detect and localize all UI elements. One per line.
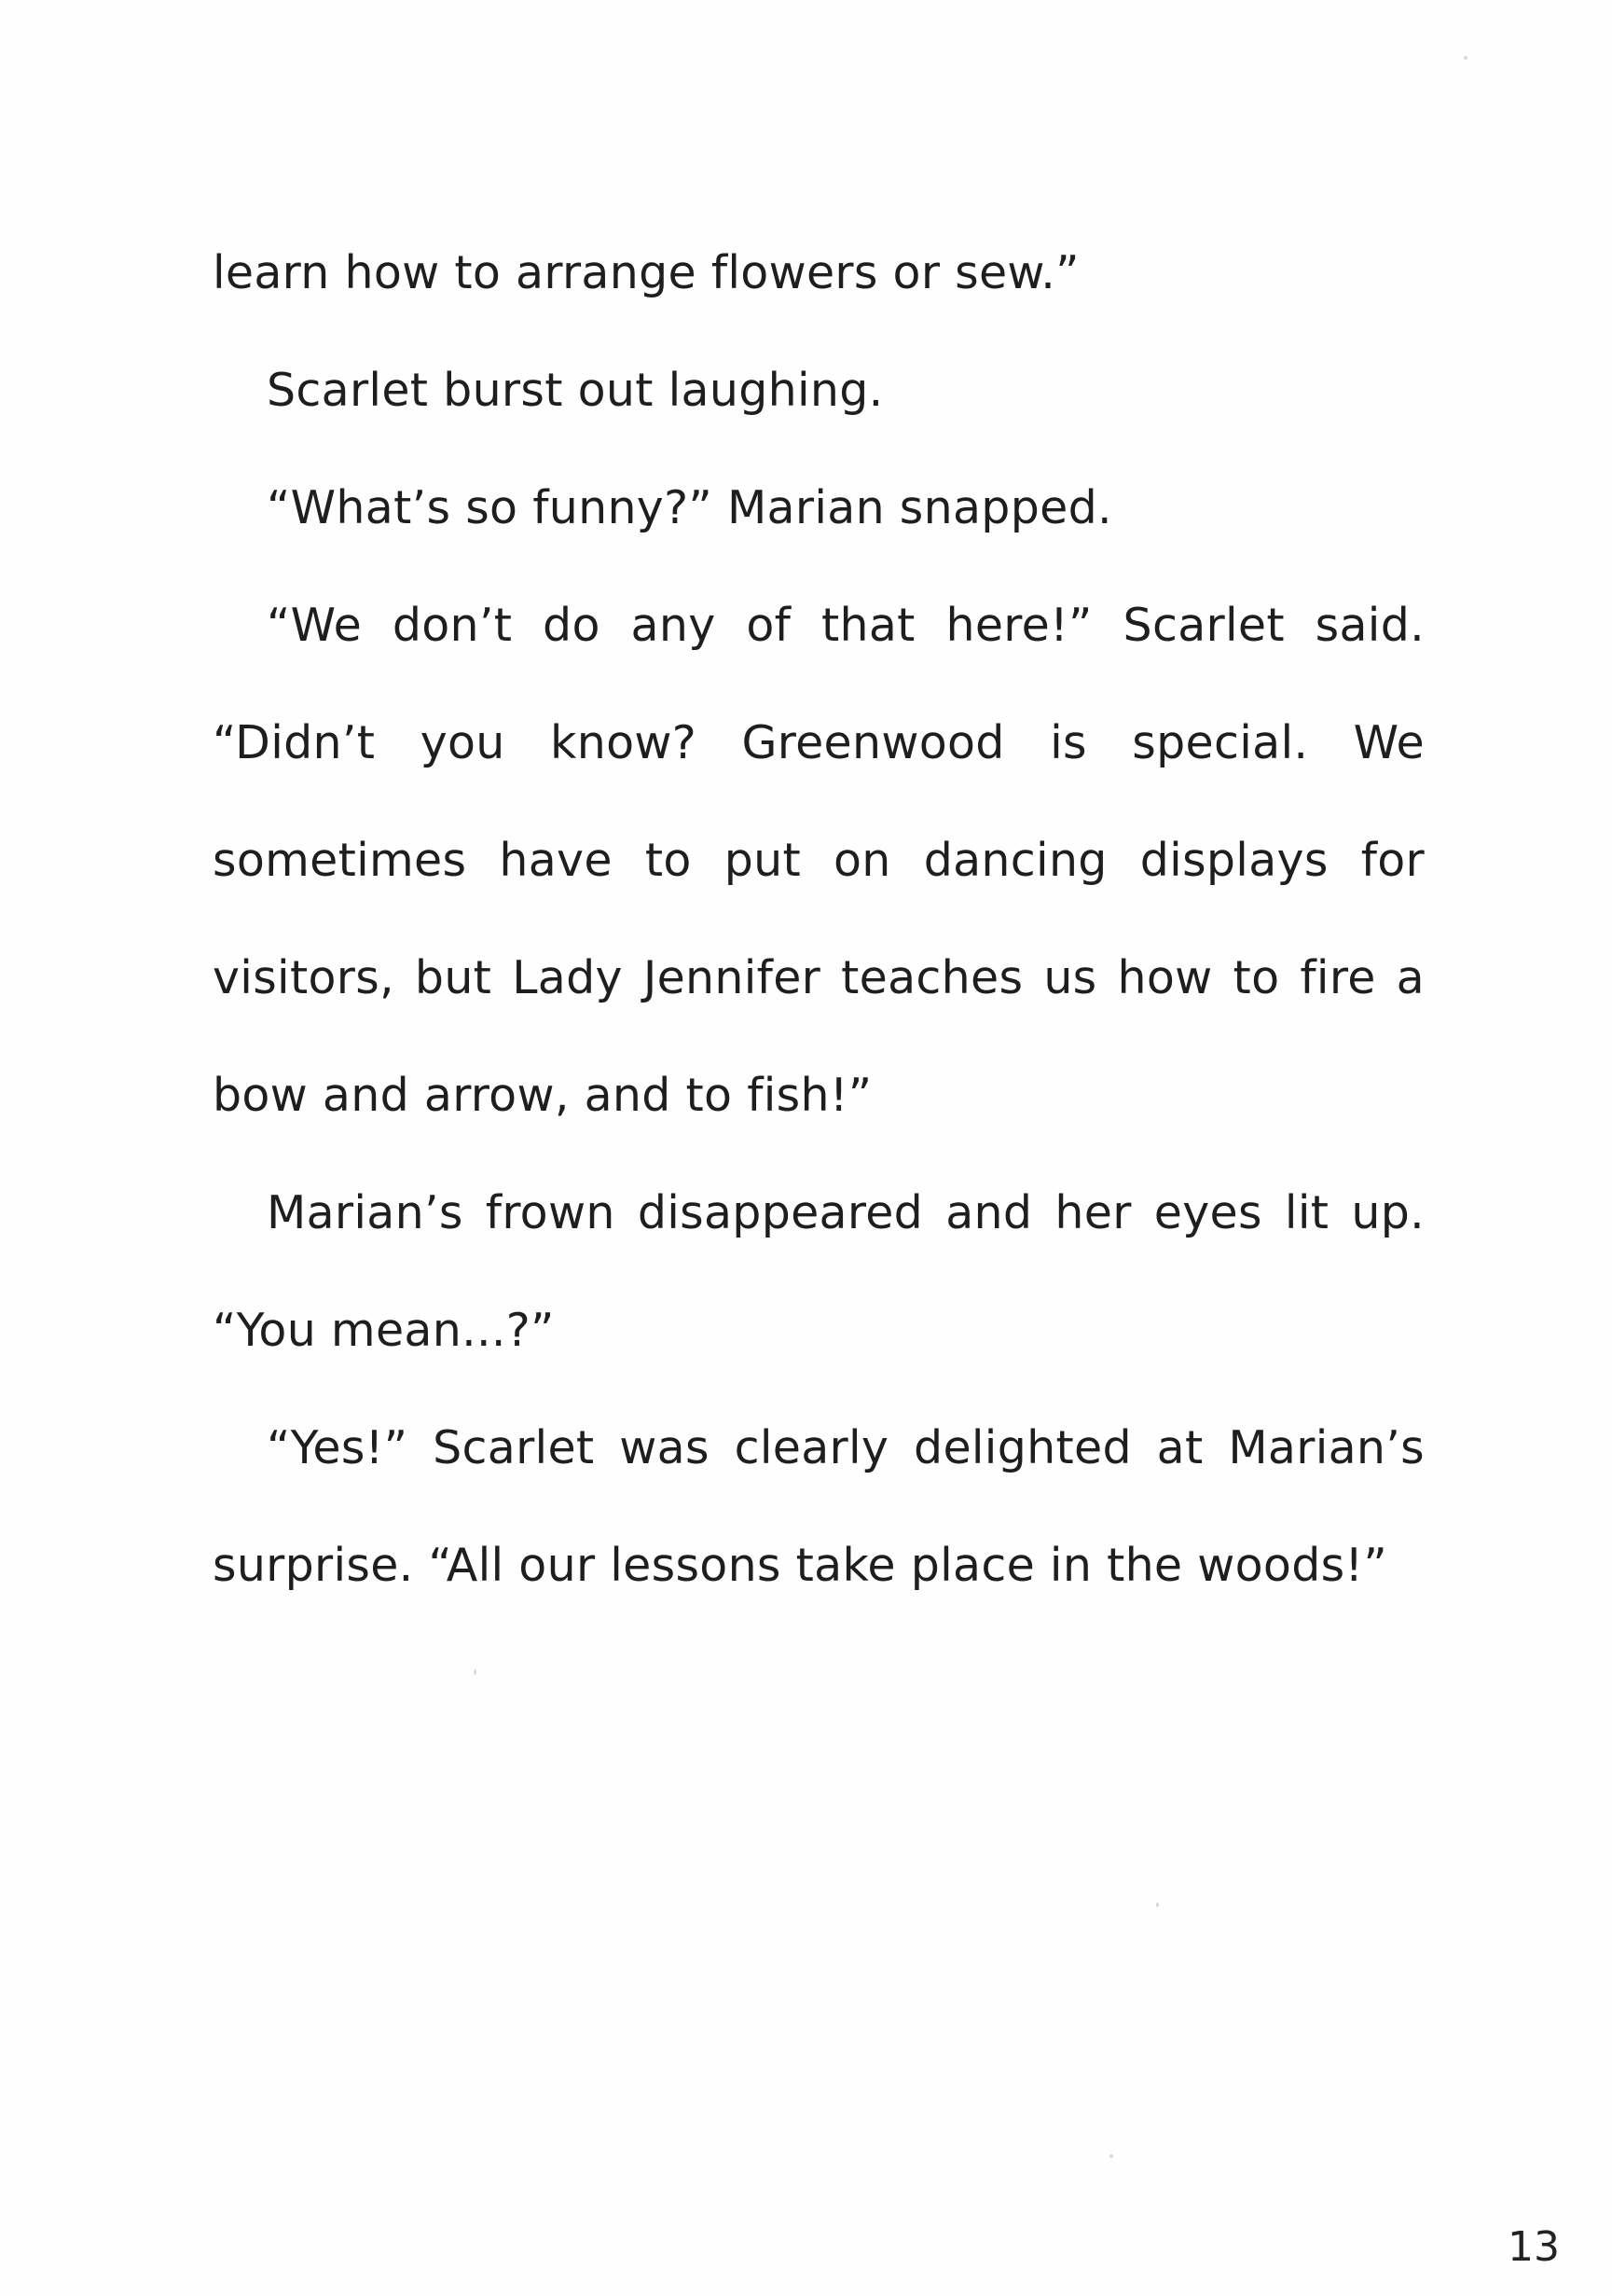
paragraph: Marian’s frown disappeared and her eyes lit up. “You mean...?” bbox=[213, 1186, 1425, 1357]
body-text bbox=[213, 214, 1425, 1625]
scan-speck bbox=[1109, 2154, 1113, 2158]
scan-speck bbox=[1464, 56, 1467, 60]
scan-speck bbox=[474, 1669, 476, 1675]
paragraph: “Yes!” Scarlet was clearly delighted at Marian’s surprise. “All our lessons take place in the woods!” bbox=[213, 1421, 1425, 1592]
page-number: 13 bbox=[1508, 2223, 1560, 2271]
paragraph: Scarlet burst out laughing. bbox=[267, 364, 884, 417]
paragraph: “We don’t do any of that here!” Scarlet said. “Didn’t you know? Greenwood is special. We sometimes have to put on dancing displays for visitors, but Lady Jennifer teaches us how to fire a bow and arrow, and to fish!” bbox=[213, 599, 1425, 1122]
scan-speck bbox=[1156, 1902, 1159, 1907]
paragraph: learn how to arrange flowers or sew.” bbox=[213, 246, 1080, 299]
paragraph: “What’s so funny?” Marian snapped. bbox=[267, 481, 1112, 534]
